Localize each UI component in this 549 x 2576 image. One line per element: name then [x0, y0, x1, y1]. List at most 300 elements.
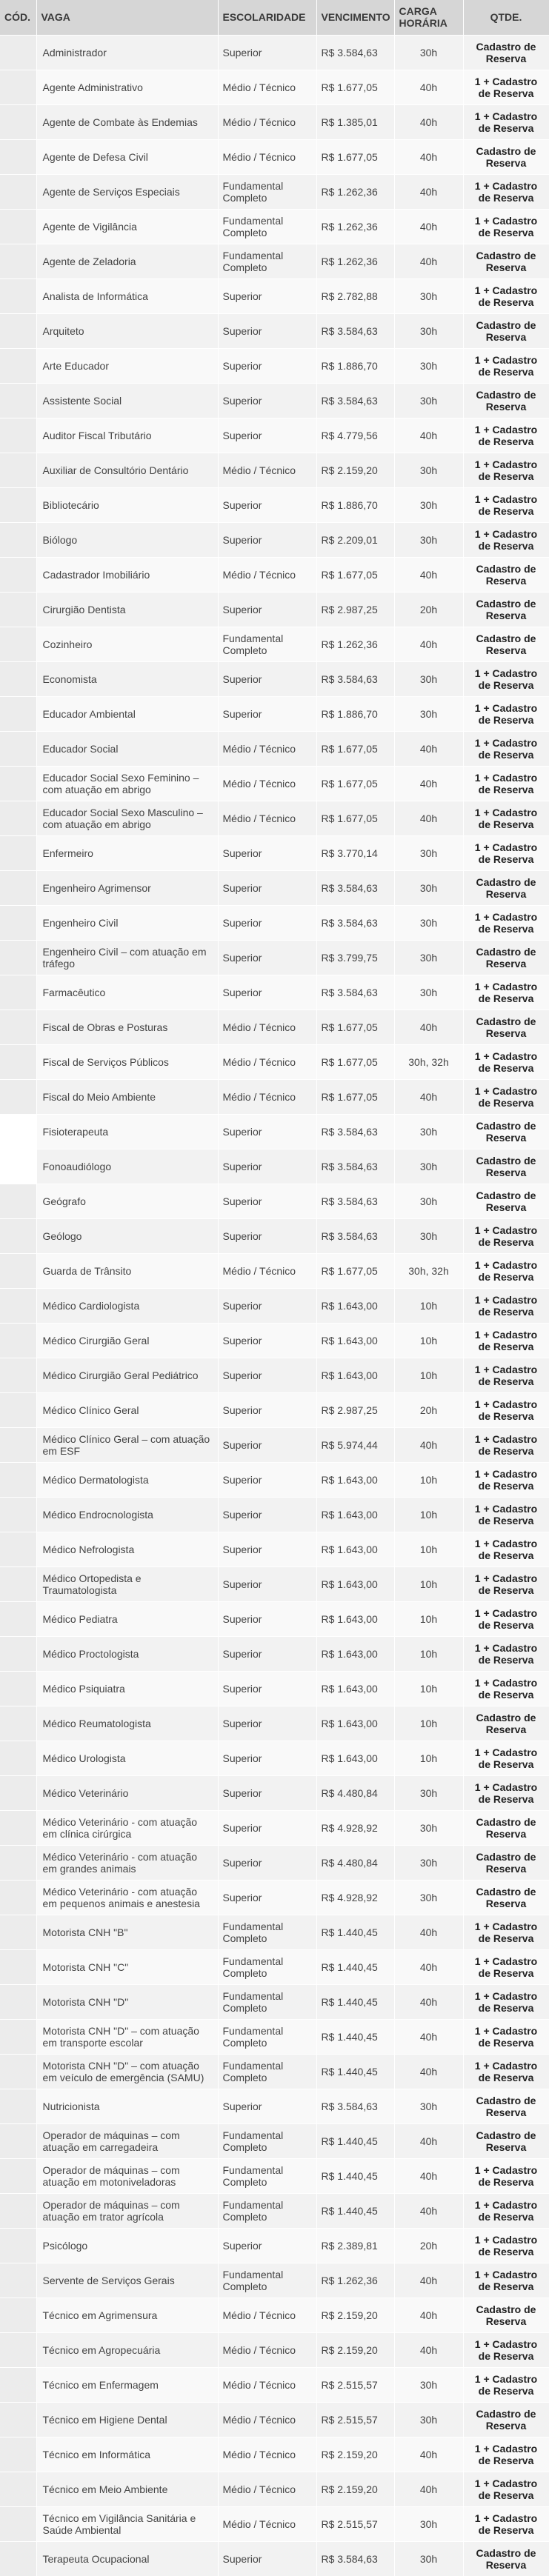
cell-cod — [0, 1810, 36, 1845]
cell-vaga: Médico Endrocnologista — [36, 1497, 218, 1532]
cell-vencimento: R$ 1.440,45 — [316, 1915, 394, 1949]
cell-carga-horaria: 30h — [394, 696, 463, 731]
table-row — [0, 1775, 549, 1810]
cell-vencimento: R$ 3.584,63 — [316, 661, 394, 696]
cell-cod — [0, 487, 36, 522]
cell-escolaridade: Médio / Técnico — [218, 557, 316, 592]
cell-vencimento: R$ 1.440,45 — [316, 1949, 394, 1984]
cell-cod — [0, 2019, 36, 2054]
cell-escolaridade: Superior — [218, 1358, 316, 1392]
cell-escolaridade: Superior — [218, 1462, 316, 1497]
cell-cod — [0, 1532, 36, 1566]
cell-vaga: Médico Veterinário - com atuação em pequenos animais e anestesia — [36, 1880, 218, 1915]
cell-carga-horaria: 40h — [394, 1079, 463, 1114]
cell-escolaridade: Médio / Técnico — [218, 2437, 316, 2472]
table-row — [0, 1810, 549, 1845]
cell-vencimento: R$ 3.584,63 — [316, 870, 394, 905]
cell-carga-horaria: 40h — [394, 557, 463, 592]
cell-vaga: Geógrafo — [36, 1184, 218, 1218]
cell-vaga: Motorista CNH "D" – com atuação em veículo de emergência (SAMU) — [36, 2054, 218, 2089]
cell-escolaridade: Superior — [218, 2541, 316, 2576]
cell-vaga: Assistente Social — [36, 383, 218, 418]
table-row — [0, 2193, 549, 2228]
cell-carga-horaria: 30h — [394, 453, 463, 487]
table-row — [0, 557, 549, 592]
cell-cod — [0, 1566, 36, 1601]
cell-vencimento: R$ 3.584,63 — [316, 35, 394, 70]
cell-escolaridade: Superior — [218, 487, 316, 522]
cell-escolaridade: Superior — [218, 1288, 316, 1323]
table-row — [0, 2506, 549, 2541]
cell-qtde: 1 + Cadastro de Reserva — [463, 1636, 549, 1671]
table-row — [0, 1601, 549, 1636]
cell-carga-horaria: 40h — [394, 2054, 463, 2089]
cell-qtde: 1 + Cadastro de Reserva — [463, 661, 549, 696]
cell-escolaridade: Médio / Técnico — [218, 1253, 316, 1288]
cell-vaga: Motorista CNH "C" — [36, 1949, 218, 1984]
cell-carga-horaria: 40h — [394, 1427, 463, 1462]
cell-vencimento: R$ 1.440,45 — [316, 2019, 394, 2054]
cell-cod — [0, 70, 36, 104]
cell-vencimento: R$ 1.886,70 — [316, 348, 394, 383]
cell-cod — [0, 2089, 36, 2123]
cell-vencimento: R$ 1.643,00 — [316, 1741, 394, 1775]
cell-qtde: 1 + Cadastro de Reserva — [463, 975, 549, 1010]
cell-vaga: Agente de Serviços Especiais — [36, 174, 218, 209]
cell-carga-horaria: 30h — [394, 870, 463, 905]
cell-escolaridade: Fundamental Completo — [218, 1949, 316, 1984]
cell-qtde: 1 + Cadastro de Reserva — [463, 348, 549, 383]
cell-escolaridade: Fundamental Completo — [218, 244, 316, 278]
cell-vencimento: R$ 4.480,84 — [316, 1775, 394, 1810]
cell-escolaridade: Superior — [218, 1427, 316, 1462]
cell-cod — [0, 2228, 36, 2263]
header-escolaridade: ESCOLARIDADE — [218, 0, 316, 35]
cell-carga-horaria: 30h — [394, 1775, 463, 1810]
cell-carga-horaria: 40h — [394, 2472, 463, 2506]
cell-escolaridade: Superior — [218, 1636, 316, 1671]
cell-cod — [0, 1218, 36, 1253]
cell-cod — [0, 1880, 36, 1915]
table-row — [0, 487, 549, 522]
table-row — [0, 1671, 549, 1706]
cell-carga-horaria: 40h — [394, 1915, 463, 1949]
table-row — [0, 592, 549, 627]
cell-qtde: 1 + Cadastro de Reserva — [463, 1253, 549, 1288]
cell-vaga: Médico Proctologista — [36, 1636, 218, 1671]
cell-qtde: 1 + Cadastro de Reserva — [463, 1984, 549, 2019]
cell-escolaridade: Superior — [218, 1218, 316, 1253]
cell-qtde: 1 + Cadastro de Reserva — [463, 1949, 549, 1984]
cell-escolaridade: Médio / Técnico — [218, 2367, 316, 2402]
cell-qtde: 1 + Cadastro de Reserva — [463, 418, 549, 453]
table-row — [0, 209, 549, 244]
cell-qtde: 1 + Cadastro de Reserva — [463, 209, 549, 244]
cell-escolaridade: Médio / Técnico — [218, 1079, 316, 1114]
cell-cod — [0, 2472, 36, 2506]
cell-qtde: Cadastro de Reserva — [463, 2089, 549, 2123]
cell-escolaridade: Médio / Técnico — [218, 2332, 316, 2367]
cell-cod — [0, 1010, 36, 1044]
table-row — [0, 801, 549, 835]
cell-escolaridade: Fundamental Completo — [218, 1984, 316, 2019]
table-row — [0, 174, 549, 209]
cell-vaga: Farmacêutico — [36, 975, 218, 1010]
cell-qtde: Cadastro de Reserva — [463, 940, 549, 975]
cell-vencimento: R$ 1.262,36 — [316, 2263, 394, 2298]
cell-vaga: Operador de máquinas – com atuação em trator agrícola — [36, 2193, 218, 2228]
cell-qtde: Cadastro de Reserva — [463, 1114, 549, 1149]
cell-vaga: Cadastrador Imobiliário — [36, 557, 218, 592]
cell-qtde: Cadastro de Reserva — [463, 557, 549, 592]
cell-carga-horaria: 40h — [394, 2019, 463, 2054]
cell-carga-horaria: 30h — [394, 2402, 463, 2437]
cell-vencimento: R$ 4.928,92 — [316, 1810, 394, 1845]
cell-cod — [0, 1114, 36, 1149]
cell-escolaridade: Superior — [218, 940, 316, 975]
cell-vencimento: R$ 1.886,70 — [316, 487, 394, 522]
cell-vencimento: R$ 1.440,45 — [316, 1984, 394, 2019]
cell-vencimento: R$ 1.643,00 — [316, 1323, 394, 1358]
cell-escolaridade: Superior — [218, 278, 316, 313]
cell-carga-horaria: 40h — [394, 139, 463, 174]
cell-escolaridade: Superior — [218, 1497, 316, 1532]
cell-carga-horaria: 40h — [394, 418, 463, 453]
cell-vencimento: R$ 1.643,00 — [316, 1601, 394, 1636]
table-row — [0, 1427, 549, 1462]
cell-escolaridade: Superior — [218, 1810, 316, 1845]
cell-vaga: Médico Pediatra — [36, 1601, 218, 1636]
cell-carga-horaria: 40h — [394, 244, 463, 278]
cell-vaga: Agente Administrativo — [36, 70, 218, 104]
cell-vaga: Médico Clínico Geral — [36, 1392, 218, 1427]
cell-vaga: Educador Social Sexo Feminino – com atuação em abrigo — [36, 766, 218, 801]
cell-carga-horaria: 40h — [394, 2332, 463, 2367]
cell-vencimento: R$ 1.262,36 — [316, 244, 394, 278]
cell-qtde: 1 + Cadastro de Reserva — [463, 2332, 549, 2367]
cell-escolaridade: Superior — [218, 1845, 316, 1880]
cell-vaga: Médico Nefrologista — [36, 1532, 218, 1566]
cell-cod — [0, 1671, 36, 1706]
cell-cod — [0, 1497, 36, 1532]
cell-qtde: 1 + Cadastro de Reserva — [463, 1671, 549, 1706]
cell-escolaridade: Superior — [218, 1880, 316, 1915]
cell-qtde: 1 + Cadastro de Reserva — [463, 70, 549, 104]
cell-cod — [0, 35, 36, 70]
cell-vencimento: R$ 1.643,00 — [316, 1462, 394, 1497]
cell-cod — [0, 2123, 36, 2158]
cell-carga-horaria: 30h — [394, 1810, 463, 1845]
cell-qtde: 1 + Cadastro de Reserva — [463, 801, 549, 835]
cell-cod — [0, 348, 36, 383]
cell-vencimento: R$ 1.677,05 — [316, 1079, 394, 1114]
cell-cod — [0, 244, 36, 278]
cell-escolaridade: Médio / Técnico — [218, 1010, 316, 1044]
cell-vaga: Auditor Fiscal Tributário — [36, 418, 218, 453]
cell-vaga: Nutricionista — [36, 2089, 218, 2123]
cell-vaga: Técnico em Agropecuária — [36, 2332, 218, 2367]
cell-cod — [0, 870, 36, 905]
table-row — [0, 1288, 549, 1323]
cell-carga-horaria: 40h — [394, 627, 463, 661]
cell-qtde: 1 + Cadastro de Reserva — [463, 2019, 549, 2054]
cell-qtde: Cadastro de Reserva — [463, 1010, 549, 1044]
cell-carga-horaria: 40h — [394, 209, 463, 244]
cell-vencimento: R$ 1.643,00 — [316, 1706, 394, 1741]
cell-cod — [0, 1706, 36, 1741]
cell-cod — [0, 139, 36, 174]
table-row — [0, 2263, 549, 2298]
cell-vaga: Agente de Defesa Civil — [36, 139, 218, 174]
cell-escolaridade: Médio / Técnico — [218, 2472, 316, 2506]
cell-vaga: Médico Veterinário - com atuação em grandes animais — [36, 1845, 218, 1880]
cell-carga-horaria: 20h — [394, 2228, 463, 2263]
cell-cod — [0, 2298, 36, 2332]
cell-carga-horaria: 10h — [394, 1532, 463, 1566]
cell-vencimento: R$ 1.440,45 — [316, 2123, 394, 2158]
cell-vaga: Servente de Serviços Gerais — [36, 2263, 218, 2298]
cell-cod — [0, 2437, 36, 2472]
cell-cod — [0, 209, 36, 244]
cell-cod — [0, 1149, 36, 1184]
cell-qtde: 1 + Cadastro de Reserva — [463, 278, 549, 313]
cell-carga-horaria: 20h — [394, 1392, 463, 1427]
cell-escolaridade: Superior — [218, 2228, 316, 2263]
table-row — [0, 1845, 549, 1880]
cell-carga-horaria: 30h — [394, 522, 463, 557]
cell-vencimento: R$ 1.643,00 — [316, 1636, 394, 1671]
cell-cod — [0, 313, 36, 348]
cell-qtde: 1 + Cadastro de Reserva — [463, 2367, 549, 2402]
cell-escolaridade: Fundamental Completo — [218, 2123, 316, 2158]
table-row — [0, 1949, 549, 1984]
table-row — [0, 1184, 549, 1218]
cell-vaga: Médico Ortopedista e Traumatologista — [36, 1566, 218, 1601]
cell-vaga: Guarda de Trânsito — [36, 1253, 218, 1288]
cell-qtde: 1 + Cadastro de Reserva — [463, 696, 549, 731]
cell-vencimento: R$ 1.262,36 — [316, 627, 394, 661]
cell-vencimento: R$ 2.515,57 — [316, 2402, 394, 2437]
table-row — [0, 940, 549, 975]
cell-cod — [0, 801, 36, 835]
cell-vaga: Geólogo — [36, 1218, 218, 1253]
cell-vaga: Agente de Vigilância — [36, 209, 218, 244]
cell-cod — [0, 696, 36, 731]
cell-carga-horaria: 30h — [394, 940, 463, 975]
cell-carga-horaria: 40h — [394, 2158, 463, 2193]
cell-vaga: Técnico em Agrimensura — [36, 2298, 218, 2332]
cell-vaga: Médico Psiquiatra — [36, 1671, 218, 1706]
cell-carga-horaria: 30h — [394, 1149, 463, 1184]
cell-carga-horaria: 10h — [394, 1323, 463, 1358]
cell-vencimento: R$ 1.440,45 — [316, 2193, 394, 2228]
table-row — [0, 975, 549, 1010]
cell-vencimento: R$ 2.159,20 — [316, 2437, 394, 2472]
cell-escolaridade: Fundamental Completo — [218, 209, 316, 244]
cell-cod — [0, 557, 36, 592]
cell-qtde: 1 + Cadastro de Reserva — [463, 2472, 549, 2506]
header-cod: CÓD. — [0, 0, 36, 35]
cell-vencimento: R$ 1.262,36 — [316, 174, 394, 209]
cell-qtde: 1 + Cadastro de Reserva — [463, 2506, 549, 2541]
cell-escolaridade: Fundamental Completo — [218, 2193, 316, 2228]
cell-carga-horaria: 40h — [394, 1010, 463, 1044]
table-row — [0, 905, 549, 940]
cell-vencimento: R$ 1.677,05 — [316, 139, 394, 174]
cell-carga-horaria: 30h, 32h — [394, 1253, 463, 1288]
cell-qtde: Cadastro de Reserva — [463, 244, 549, 278]
cell-qtde: Cadastro de Reserva — [463, 2123, 549, 2158]
cell-cod — [0, 1601, 36, 1636]
table-row — [0, 1741, 549, 1775]
cell-vencimento: R$ 1.677,05 — [316, 1044, 394, 1079]
cell-vencimento: R$ 2.209,01 — [316, 522, 394, 557]
table-row — [0, 2123, 549, 2158]
cell-qtde: Cadastro de Reserva — [463, 2298, 549, 2332]
table-row — [0, 1497, 549, 1532]
table-row — [0, 383, 549, 418]
cell-qtde: 1 + Cadastro de Reserva — [463, 104, 549, 139]
cell-qtde: 1 + Cadastro de Reserva — [463, 1775, 549, 1810]
cell-escolaridade: Superior — [218, 2089, 316, 2123]
cell-vaga: Técnico em Higiene Dental — [36, 2402, 218, 2437]
cell-qtde: 1 + Cadastro de Reserva — [463, 731, 549, 766]
cell-cod — [0, 2506, 36, 2541]
cell-carga-horaria: 30h — [394, 975, 463, 1010]
table-row — [0, 1010, 549, 1044]
table-row — [0, 1114, 549, 1149]
cell-carga-horaria: 30h — [394, 1218, 463, 1253]
cell-cod — [0, 104, 36, 139]
cell-qtde: Cadastro de Reserva — [463, 313, 549, 348]
cell-qtde: 1 + Cadastro de Reserva — [463, 1427, 549, 1462]
table-row — [0, 1880, 549, 1915]
cell-qtde: 1 + Cadastro de Reserva — [463, 1323, 549, 1358]
cell-cod — [0, 1427, 36, 1462]
cell-vaga: Educador Social — [36, 731, 218, 766]
cell-vaga: Administrador — [36, 35, 218, 70]
cell-carga-horaria: 40h — [394, 1984, 463, 2019]
cell-carga-horaria: 30h — [394, 2541, 463, 2576]
table-row — [0, 1636, 549, 1671]
table-row — [0, 1079, 549, 1114]
cell-qtde: 1 + Cadastro de Reserva — [463, 2228, 549, 2263]
cell-cod — [0, 940, 36, 975]
cell-vaga: Fiscal do Meio Ambiente — [36, 1079, 218, 1114]
cell-cod — [0, 1044, 36, 1079]
cell-escolaridade: Superior — [218, 1532, 316, 1566]
cell-qtde: 1 + Cadastro de Reserva — [463, 1497, 549, 1532]
cell-carga-horaria: 30h — [394, 835, 463, 870]
cell-qtde: Cadastro de Reserva — [463, 1880, 549, 1915]
cell-vaga: Médico Cardiologista — [36, 1288, 218, 1323]
cell-qtde: 1 + Cadastro de Reserva — [463, 835, 549, 870]
cell-vaga: Médico Cirurgião Geral — [36, 1323, 218, 1358]
cell-escolaridade: Superior — [218, 522, 316, 557]
cell-vencimento: R$ 3.584,63 — [316, 313, 394, 348]
cell-escolaridade: Superior — [218, 975, 316, 1010]
cell-vaga: Médico Clínico Geral – com atuação em ESF — [36, 1427, 218, 1462]
cell-vaga: Médico Cirurgião Geral Pediátrico — [36, 1358, 218, 1392]
cell-vaga: Analista de Informática — [36, 278, 218, 313]
table-row — [0, 2541, 549, 2576]
table-row — [0, 627, 549, 661]
cell-escolaridade: Superior — [218, 696, 316, 731]
cell-vencimento: R$ 2.159,20 — [316, 2298, 394, 2332]
cell-escolaridade: Superior — [218, 1114, 316, 1149]
table-row — [0, 1323, 549, 1358]
cell-vencimento: R$ 1.886,70 — [316, 696, 394, 731]
cell-qtde: 1 + Cadastro de Reserva — [463, 1741, 549, 1775]
cell-vencimento: R$ 1.643,00 — [316, 1288, 394, 1323]
cell-vencimento: R$ 3.584,63 — [316, 1184, 394, 1218]
cell-vaga: Técnico em Meio Ambiente — [36, 2472, 218, 2506]
cell-cod — [0, 2332, 36, 2367]
cell-vaga: Médico Reumatologista — [36, 1706, 218, 1741]
cell-cod — [0, 1915, 36, 1949]
table-header — [0, 0, 549, 35]
cell-escolaridade: Superior — [218, 870, 316, 905]
cell-vaga: Fiscal de Obras e Posturas — [36, 1010, 218, 1044]
cell-qtde: 1 + Cadastro de Reserva — [463, 1044, 549, 1079]
cell-escolaridade: Superior — [218, 313, 316, 348]
cell-vencimento: R$ 1.643,00 — [316, 1671, 394, 1706]
table-row — [0, 2054, 549, 2089]
cell-escolaridade: Superior — [218, 1184, 316, 1218]
cell-escolaridade: Superior — [218, 661, 316, 696]
table-row — [0, 1566, 549, 1601]
table-row — [0, 2437, 549, 2472]
cell-escolaridade: Superior — [218, 418, 316, 453]
cell-vencimento: R$ 1.677,05 — [316, 70, 394, 104]
cell-carga-horaria: 10h — [394, 1636, 463, 1671]
cell-carga-horaria: 40h — [394, 70, 463, 104]
cell-cod — [0, 2402, 36, 2437]
cell-carga-horaria: 30h — [394, 1880, 463, 1915]
cell-carga-horaria: 10h — [394, 1288, 463, 1323]
cell-qtde: 1 + Cadastro de Reserva — [463, 1392, 549, 1427]
cell-qtde: 1 + Cadastro de Reserva — [463, 1915, 549, 1949]
cell-vaga: Técnico em Enfermagem — [36, 2367, 218, 2402]
table-row — [0, 2158, 549, 2193]
cell-vencimento: R$ 1.262,36 — [316, 209, 394, 244]
cell-cod — [0, 383, 36, 418]
cell-vencimento: R$ 2.159,20 — [316, 2332, 394, 2367]
table-row — [0, 70, 549, 104]
cell-vencimento: R$ 4.928,92 — [316, 1880, 394, 1915]
cell-cod — [0, 1775, 36, 1810]
cell-carga-horaria: 40h — [394, 801, 463, 835]
table-row — [0, 766, 549, 801]
table-row — [0, 2472, 549, 2506]
cell-cod — [0, 1845, 36, 1880]
cell-vaga: Motorista CNH "B" — [36, 1915, 218, 1949]
cell-qtde: 1 + Cadastro de Reserva — [463, 1218, 549, 1253]
cell-qtde: 1 + Cadastro de Reserva — [463, 453, 549, 487]
table-row — [0, 1462, 549, 1497]
table-row — [0, 2367, 549, 2402]
cell-cod — [0, 592, 36, 627]
cell-escolaridade: Médio / Técnico — [218, 1044, 316, 1079]
table-row — [0, 522, 549, 557]
cell-qtde: 1 + Cadastro de Reserva — [463, 1566, 549, 1601]
cell-qtde: Cadastro de Reserva — [463, 1149, 549, 1184]
cell-vencimento: R$ 1.643,00 — [316, 1532, 394, 1566]
cell-escolaridade: Fundamental Completo — [218, 2054, 316, 2089]
cell-cod — [0, 975, 36, 1010]
cell-cod — [0, 1984, 36, 2019]
cell-cod — [0, 1184, 36, 1218]
